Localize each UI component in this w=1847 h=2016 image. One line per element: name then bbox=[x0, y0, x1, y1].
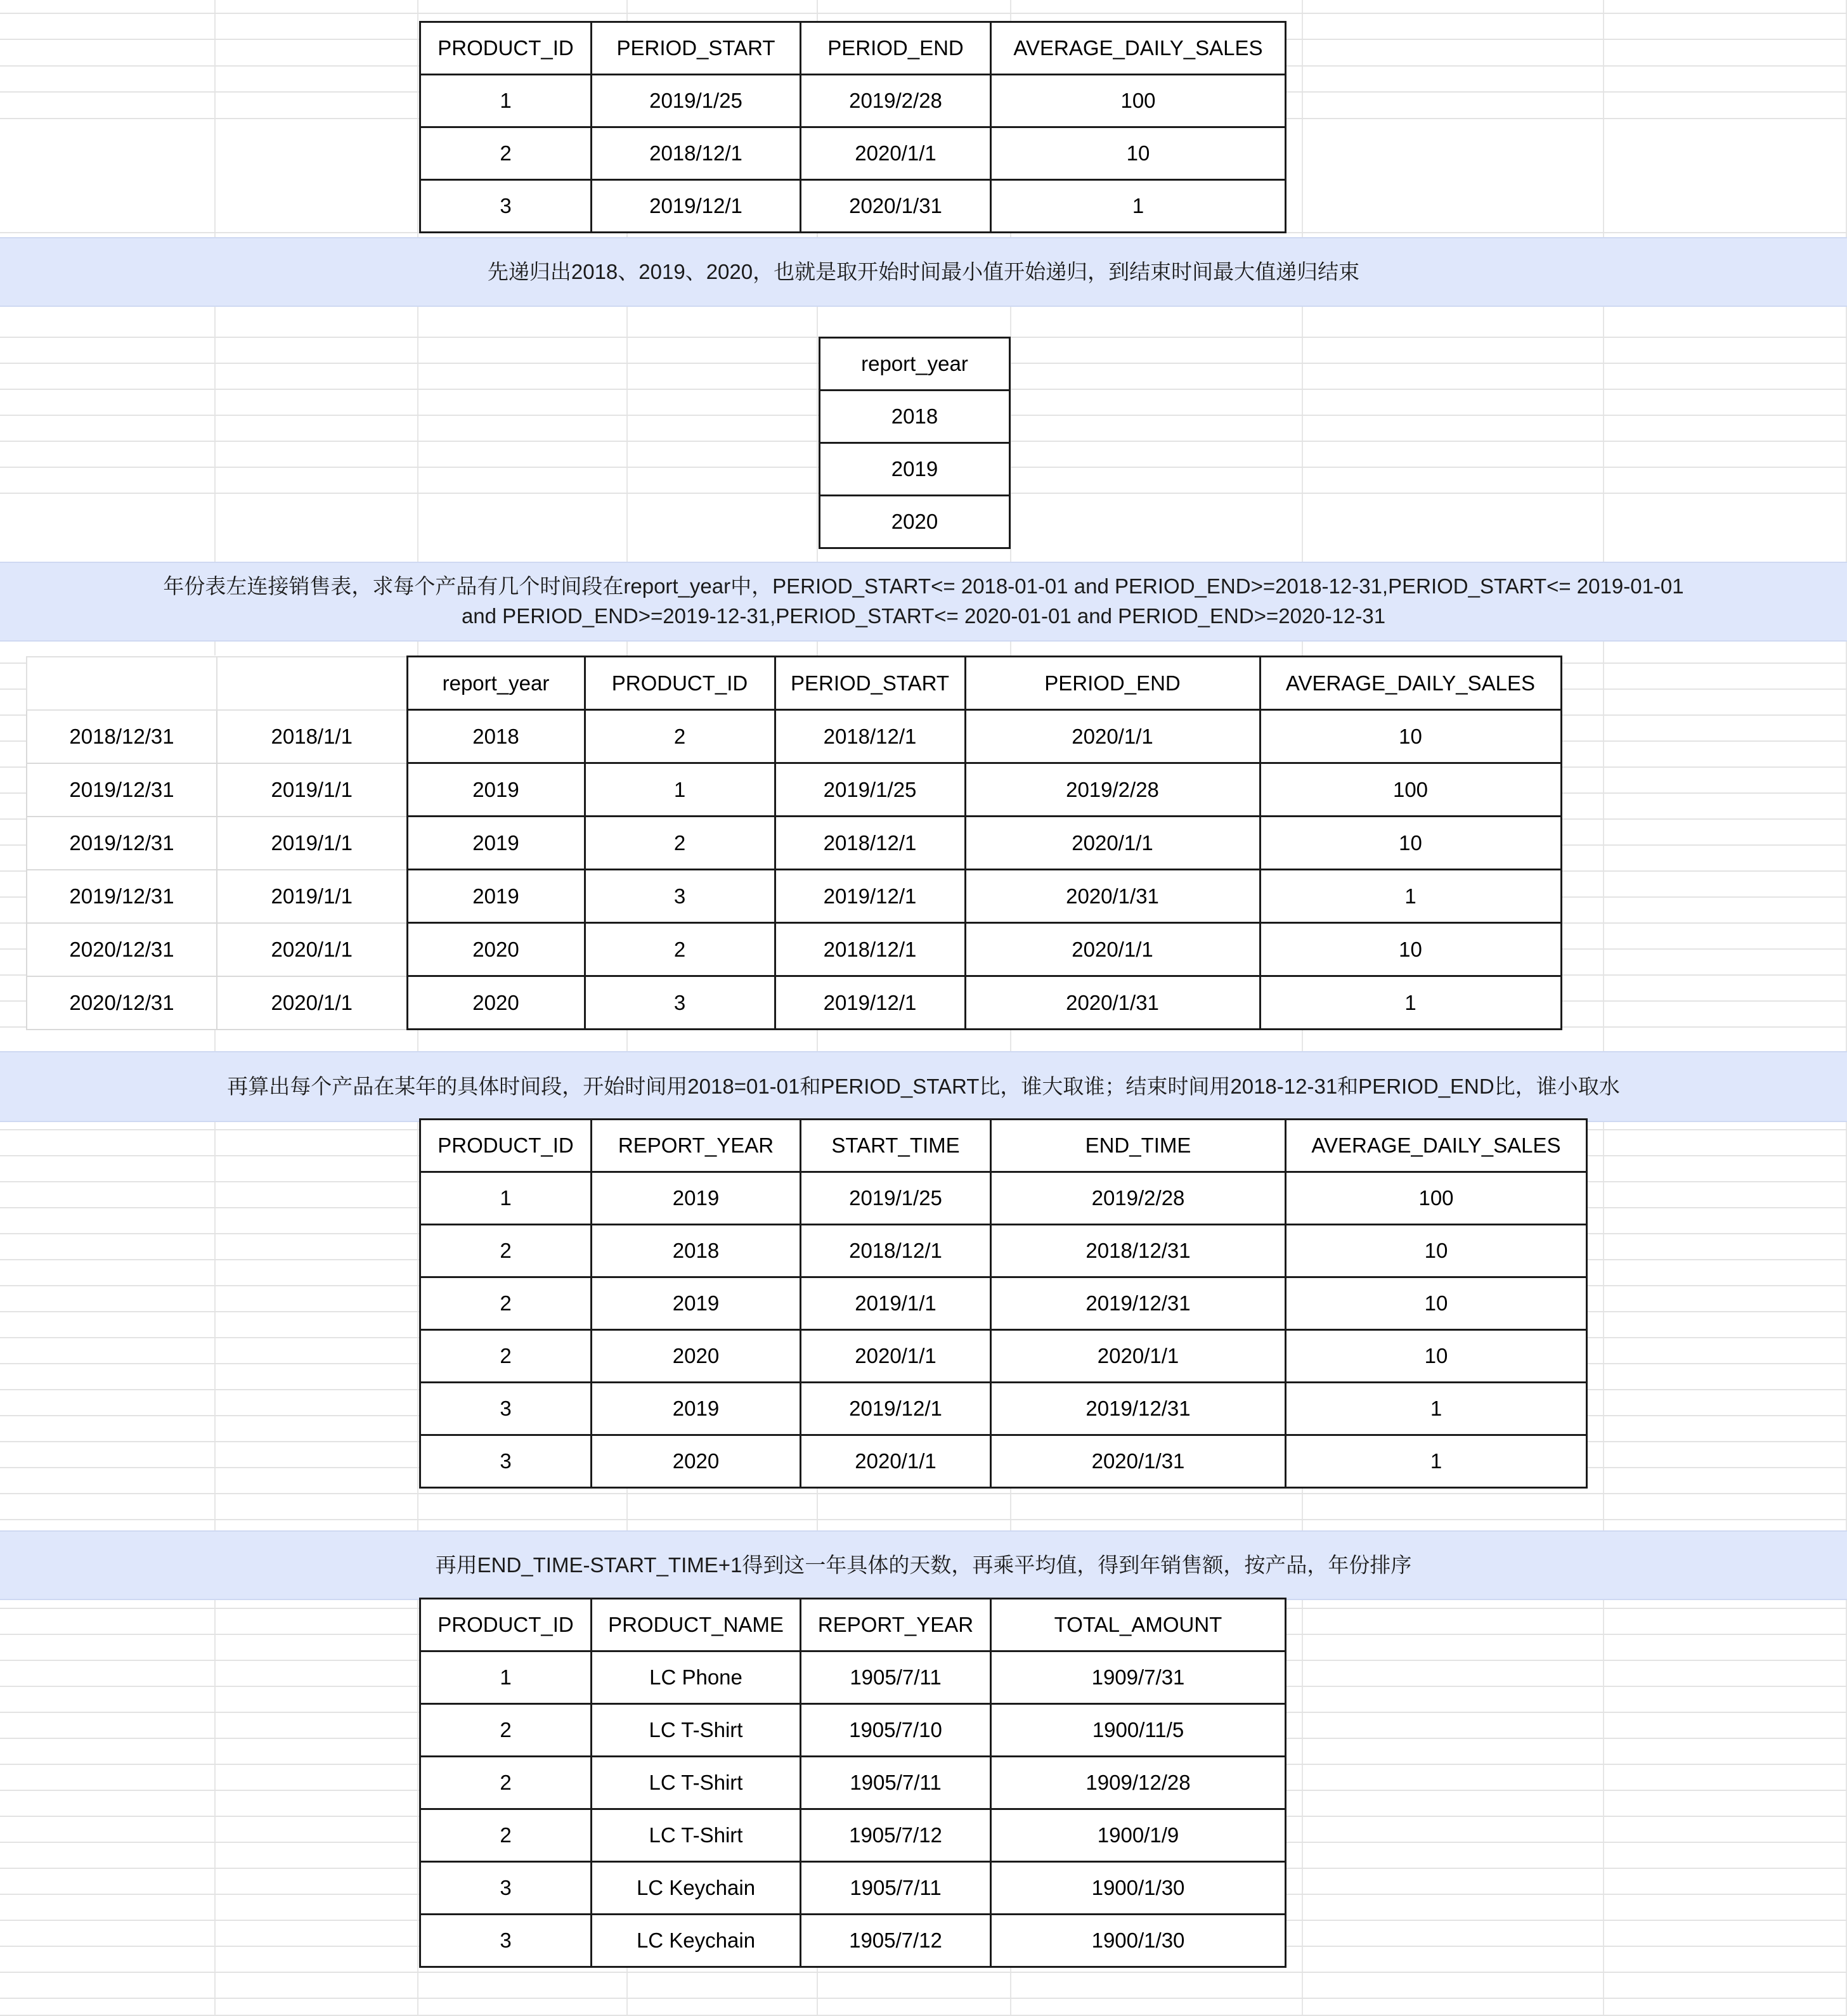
table-cell: 2 bbox=[585, 817, 775, 870]
table-cell: 1905/7/11 bbox=[801, 1862, 991, 1915]
table-cell: 1900/1/30 bbox=[991, 1915, 1286, 1967]
table-row bbox=[420, 1435, 1587, 1488]
table-header-row bbox=[27, 657, 1561, 710]
table-cell: 1905/7/11 bbox=[801, 1651, 991, 1704]
table-cell: 2020/1/31 bbox=[965, 976, 1260, 1030]
table-cell: 2018/12/1 bbox=[801, 1225, 991, 1277]
table-cell: 2020/1/1 bbox=[965, 817, 1260, 870]
table-cell: 2019/12/31 bbox=[991, 1383, 1286, 1435]
table-cell: 10 bbox=[1260, 710, 1561, 763]
column-header-product_id: PRODUCT_ID bbox=[420, 1120, 592, 1172]
table-cell: 2019/1/1 bbox=[217, 763, 407, 817]
column-header-period_end: PERIOD_END bbox=[965, 657, 1260, 710]
table-row bbox=[27, 763, 1561, 817]
note-band-4 bbox=[0, 1530, 1847, 1600]
table-cell: 2020/1/1 bbox=[801, 127, 991, 180]
table-cell: 1 bbox=[1286, 1435, 1587, 1488]
table-row bbox=[420, 1915, 1286, 1967]
table-cell: 3 bbox=[420, 1862, 592, 1915]
final-result-table bbox=[419, 1598, 1286, 1968]
table-cell: LC T-Shirt bbox=[592, 1704, 801, 1757]
column-header-average_daily_sales: AVERAGE_DAILY_SALES bbox=[1286, 1120, 1587, 1172]
report-year-table bbox=[819, 337, 1011, 549]
table-cell: 2 bbox=[420, 1225, 592, 1277]
table-cell: 3 bbox=[585, 870, 775, 923]
table-cell: 2020/1/1 bbox=[217, 923, 407, 976]
table-cell: 2 bbox=[420, 127, 592, 180]
table-cell: 1905/7/10 bbox=[801, 1704, 991, 1757]
table-cell: LC Keychain bbox=[592, 1915, 801, 1967]
note-2-text bbox=[11, 572, 1837, 631]
table-cell: 2 bbox=[420, 1809, 592, 1862]
column-header-product_name: PRODUCT_NAME bbox=[592, 1599, 801, 1651]
table-row bbox=[27, 817, 1561, 870]
table-cell: 2 bbox=[420, 1330, 592, 1383]
table-cell: LC Keychain bbox=[592, 1862, 801, 1915]
table-cell: 10 bbox=[1286, 1277, 1587, 1330]
table-row bbox=[27, 976, 1561, 1030]
table-cell: 2020/1/1 bbox=[801, 1330, 991, 1383]
clipped-periods-table bbox=[419, 1118, 1588, 1489]
table-cell: 1900/1/9 bbox=[991, 1809, 1286, 1862]
table-row bbox=[420, 1330, 1587, 1383]
table-cell: 1 bbox=[585, 763, 775, 817]
column-header-blank bbox=[217, 657, 407, 710]
table-row bbox=[420, 1862, 1286, 1915]
table-cell: 2020 bbox=[592, 1435, 801, 1488]
table-cell: 2019/1/25 bbox=[592, 75, 801, 127]
table-cell: 2019/2/28 bbox=[991, 1172, 1286, 1225]
table-cell: 2020 bbox=[592, 1330, 801, 1383]
table-cell: 1900/1/30 bbox=[991, 1862, 1286, 1915]
table-cell: 2019/1/1 bbox=[217, 870, 407, 923]
table-cell: 10 bbox=[991, 127, 1286, 180]
column-header-total_amount: TOTAL_AMOUNT bbox=[991, 1599, 1286, 1651]
table-cell: 2020/1/31 bbox=[801, 180, 991, 233]
note-band-3 bbox=[0, 1051, 1847, 1122]
table-cell: 3 bbox=[420, 1383, 592, 1435]
table-row bbox=[27, 923, 1561, 976]
table-header-row bbox=[420, 1599, 1286, 1651]
column-header-product_id: PRODUCT_ID bbox=[420, 22, 592, 75]
column-header-report_year: report_year bbox=[820, 338, 1010, 391]
table-cell: 2019/1/25 bbox=[801, 1172, 991, 1225]
table-cell: 2020/1/1 bbox=[801, 1435, 991, 1488]
table-cell: 2019 bbox=[820, 443, 1010, 496]
table-cell: 2019/12/31 bbox=[27, 763, 217, 817]
column-header-report_year: REPORT_YEAR bbox=[592, 1120, 801, 1172]
table-cell: 2018/12/1 bbox=[775, 923, 965, 976]
table-cell: 2019 bbox=[592, 1277, 801, 1330]
table-row bbox=[27, 870, 1561, 923]
note-3-text: 再算出每个产品在某年的具体时间段，开始时间用2018=01-01和PERIOD_START比，谁大取谁；结束时间用2018-12-31和PERIOD_END比，谁小取水 bbox=[227, 1074, 1620, 1098]
note-band-1 bbox=[0, 237, 1847, 307]
table-cell: 2018 bbox=[820, 391, 1010, 443]
table-cell: 2018/1/1 bbox=[217, 710, 407, 763]
table-cell: 10 bbox=[1286, 1330, 1587, 1383]
table-cell: 2 bbox=[420, 1277, 592, 1330]
table-cell: 100 bbox=[991, 75, 1286, 127]
table-row bbox=[820, 443, 1010, 496]
table-cell: 2020 bbox=[820, 496, 1010, 548]
table-row bbox=[27, 710, 1561, 763]
table-cell: 1 bbox=[420, 75, 592, 127]
table-cell: 2019/2/28 bbox=[965, 763, 1260, 817]
grid-row bbox=[0, 0, 1847, 14]
table-cell: 3 bbox=[420, 180, 592, 233]
table-cell: 2 bbox=[585, 710, 775, 763]
table-row bbox=[420, 1651, 1286, 1704]
column-header-product_id: PRODUCT_ID bbox=[420, 1599, 592, 1651]
table-cell: 2020/1/1 bbox=[991, 1330, 1286, 1383]
table-cell: 2020/1/1 bbox=[217, 976, 407, 1030]
table-cell: 2018/12/31 bbox=[27, 710, 217, 763]
table-cell: 2018 bbox=[407, 710, 585, 763]
table-cell: 1905/7/11 bbox=[801, 1757, 991, 1809]
table-cell: 2019/12/1 bbox=[775, 870, 965, 923]
table-row bbox=[420, 1172, 1587, 1225]
column-header-report_year: REPORT_YEAR bbox=[801, 1599, 991, 1651]
table-cell: 2019 bbox=[592, 1383, 801, 1435]
table-row bbox=[420, 1383, 1587, 1435]
table-cell: 3 bbox=[420, 1915, 592, 1967]
table-cell: 10 bbox=[1260, 923, 1561, 976]
table-row bbox=[420, 1704, 1286, 1757]
table-row bbox=[420, 180, 1286, 233]
table-cell: 2020 bbox=[407, 923, 585, 976]
table-cell: 2018/12/1 bbox=[592, 127, 801, 180]
table-cell: 2020/1/1 bbox=[965, 710, 1260, 763]
table-cell: 2020 bbox=[407, 976, 585, 1030]
table-cell: 2019/12/31 bbox=[27, 817, 217, 870]
table-row bbox=[420, 1225, 1587, 1277]
grid-row bbox=[0, 1999, 1847, 2016]
table-cell: 2019/12/1 bbox=[592, 180, 801, 233]
table-cell: 1 bbox=[1286, 1383, 1587, 1435]
table-row bbox=[420, 75, 1286, 127]
table-cell: 1909/7/31 bbox=[991, 1651, 1286, 1704]
table-cell: 1 bbox=[420, 1651, 592, 1704]
table-cell: 10 bbox=[1286, 1225, 1587, 1277]
table-cell: 2019 bbox=[407, 817, 585, 870]
table-cell: 2018 bbox=[592, 1225, 801, 1277]
note-4-text: 再用END_TIME-START_TIME+1得到这一年具体的天数，再乘平均值，得到年销售额，按产品，年份排序 bbox=[435, 1553, 1412, 1577]
table-cell: 2019 bbox=[407, 763, 585, 817]
table-cell: 2020/1/31 bbox=[991, 1435, 1286, 1488]
table-header-row bbox=[420, 22, 1286, 75]
table-cell: 100 bbox=[1286, 1172, 1587, 1225]
table-header-row bbox=[420, 1120, 1587, 1172]
column-header-report_year: report_year bbox=[407, 657, 585, 710]
table-cell: 3 bbox=[420, 1435, 592, 1488]
column-header-blank bbox=[27, 657, 217, 710]
table-cell: LC T-Shirt bbox=[592, 1757, 801, 1809]
table-header-row bbox=[820, 338, 1010, 391]
table-cell: 2019 bbox=[592, 1172, 801, 1225]
table-cell: 2019 bbox=[407, 870, 585, 923]
column-header-period_start: PERIOD_START bbox=[775, 657, 965, 710]
table-row bbox=[820, 391, 1010, 443]
table-cell: 2020/1/31 bbox=[965, 870, 1260, 923]
table-cell: 2019/12/1 bbox=[801, 1383, 991, 1435]
column-header-average_daily_sales: AVERAGE_DAILY_SALES bbox=[1260, 657, 1561, 710]
column-header-period_start: PERIOD_START bbox=[592, 22, 801, 75]
table-cell: 2020/1/1 bbox=[965, 923, 1260, 976]
table-row bbox=[420, 1277, 1587, 1330]
table-cell: 2019/1/1 bbox=[217, 817, 407, 870]
column-header-end_time: END_TIME bbox=[991, 1120, 1286, 1172]
note-1-text: 先递归出2018、2019、2020，也就是取开始时间最小值开始递归，到结束时间最大值递归结束 bbox=[487, 259, 1360, 283]
table-cell: 2019/12/1 bbox=[775, 976, 965, 1030]
table-cell: LC Phone bbox=[592, 1651, 801, 1704]
table-cell: 100 bbox=[1260, 763, 1561, 817]
table-row bbox=[420, 1757, 1286, 1809]
table-cell: 2019/12/31 bbox=[27, 870, 217, 923]
table-cell: 1900/11/5 bbox=[991, 1704, 1286, 1757]
table-cell: 1905/7/12 bbox=[801, 1809, 991, 1862]
table-cell: 2 bbox=[585, 923, 775, 976]
grid-row bbox=[0, 1494, 1847, 1520]
sales-source-table bbox=[419, 21, 1286, 233]
note-2-line-1: 年份表左连接销售表，求每个产品有几个时间段在report_year中，PERIOD_START<= 2018-01-01 and PERIOD_END>=2018-12-31,PERIOD_START<= 2019-01-01 bbox=[163, 574, 1684, 598]
column-header-period_end: PERIOD_END bbox=[801, 22, 991, 75]
table-cell: 2018/12/31 bbox=[991, 1225, 1286, 1277]
table-cell: 2 bbox=[420, 1704, 592, 1757]
table-cell: 2018/12/1 bbox=[775, 710, 965, 763]
table-cell: 1 bbox=[991, 180, 1286, 233]
note-band-2 bbox=[0, 562, 1847, 642]
left-join-result-table bbox=[26, 656, 1562, 1030]
table-row bbox=[820, 496, 1010, 548]
table-cell: 10 bbox=[1260, 817, 1561, 870]
table-cell: 2019/2/28 bbox=[801, 75, 991, 127]
column-header-product_id: PRODUCT_ID bbox=[585, 657, 775, 710]
table-row bbox=[420, 1809, 1286, 1862]
column-header-start_time: START_TIME bbox=[801, 1120, 991, 1172]
table-cell: 3 bbox=[585, 976, 775, 1030]
table-cell: 2020/12/31 bbox=[27, 923, 217, 976]
table-cell: 1 bbox=[1260, 870, 1561, 923]
table-cell: 2020/12/31 bbox=[27, 976, 217, 1030]
table-row bbox=[420, 127, 1286, 180]
table-cell: 1905/7/12 bbox=[801, 1915, 991, 1967]
note-2-line-2: and PERIOD_END>=2019-12-31,PERIOD_START<= 2020-01-01 and PERIOD_END>=2020-12-31 bbox=[461, 604, 1386, 628]
grid-row bbox=[0, 1973, 1847, 1999]
table-cell: 1 bbox=[1260, 976, 1561, 1030]
table-cell: 2019/12/31 bbox=[991, 1277, 1286, 1330]
table-cell: LC T-Shirt bbox=[592, 1809, 801, 1862]
table-cell: 1 bbox=[420, 1172, 592, 1225]
table-cell: 2019/1/25 bbox=[775, 763, 965, 817]
table-cell: 1909/12/28 bbox=[991, 1757, 1286, 1809]
table-cell: 2018/12/1 bbox=[775, 817, 965, 870]
column-header-average_daily_sales: AVERAGE_DAILY_SALES bbox=[991, 22, 1286, 75]
table-cell: 2019/1/1 bbox=[801, 1277, 991, 1330]
table-cell: 2 bbox=[420, 1757, 592, 1809]
